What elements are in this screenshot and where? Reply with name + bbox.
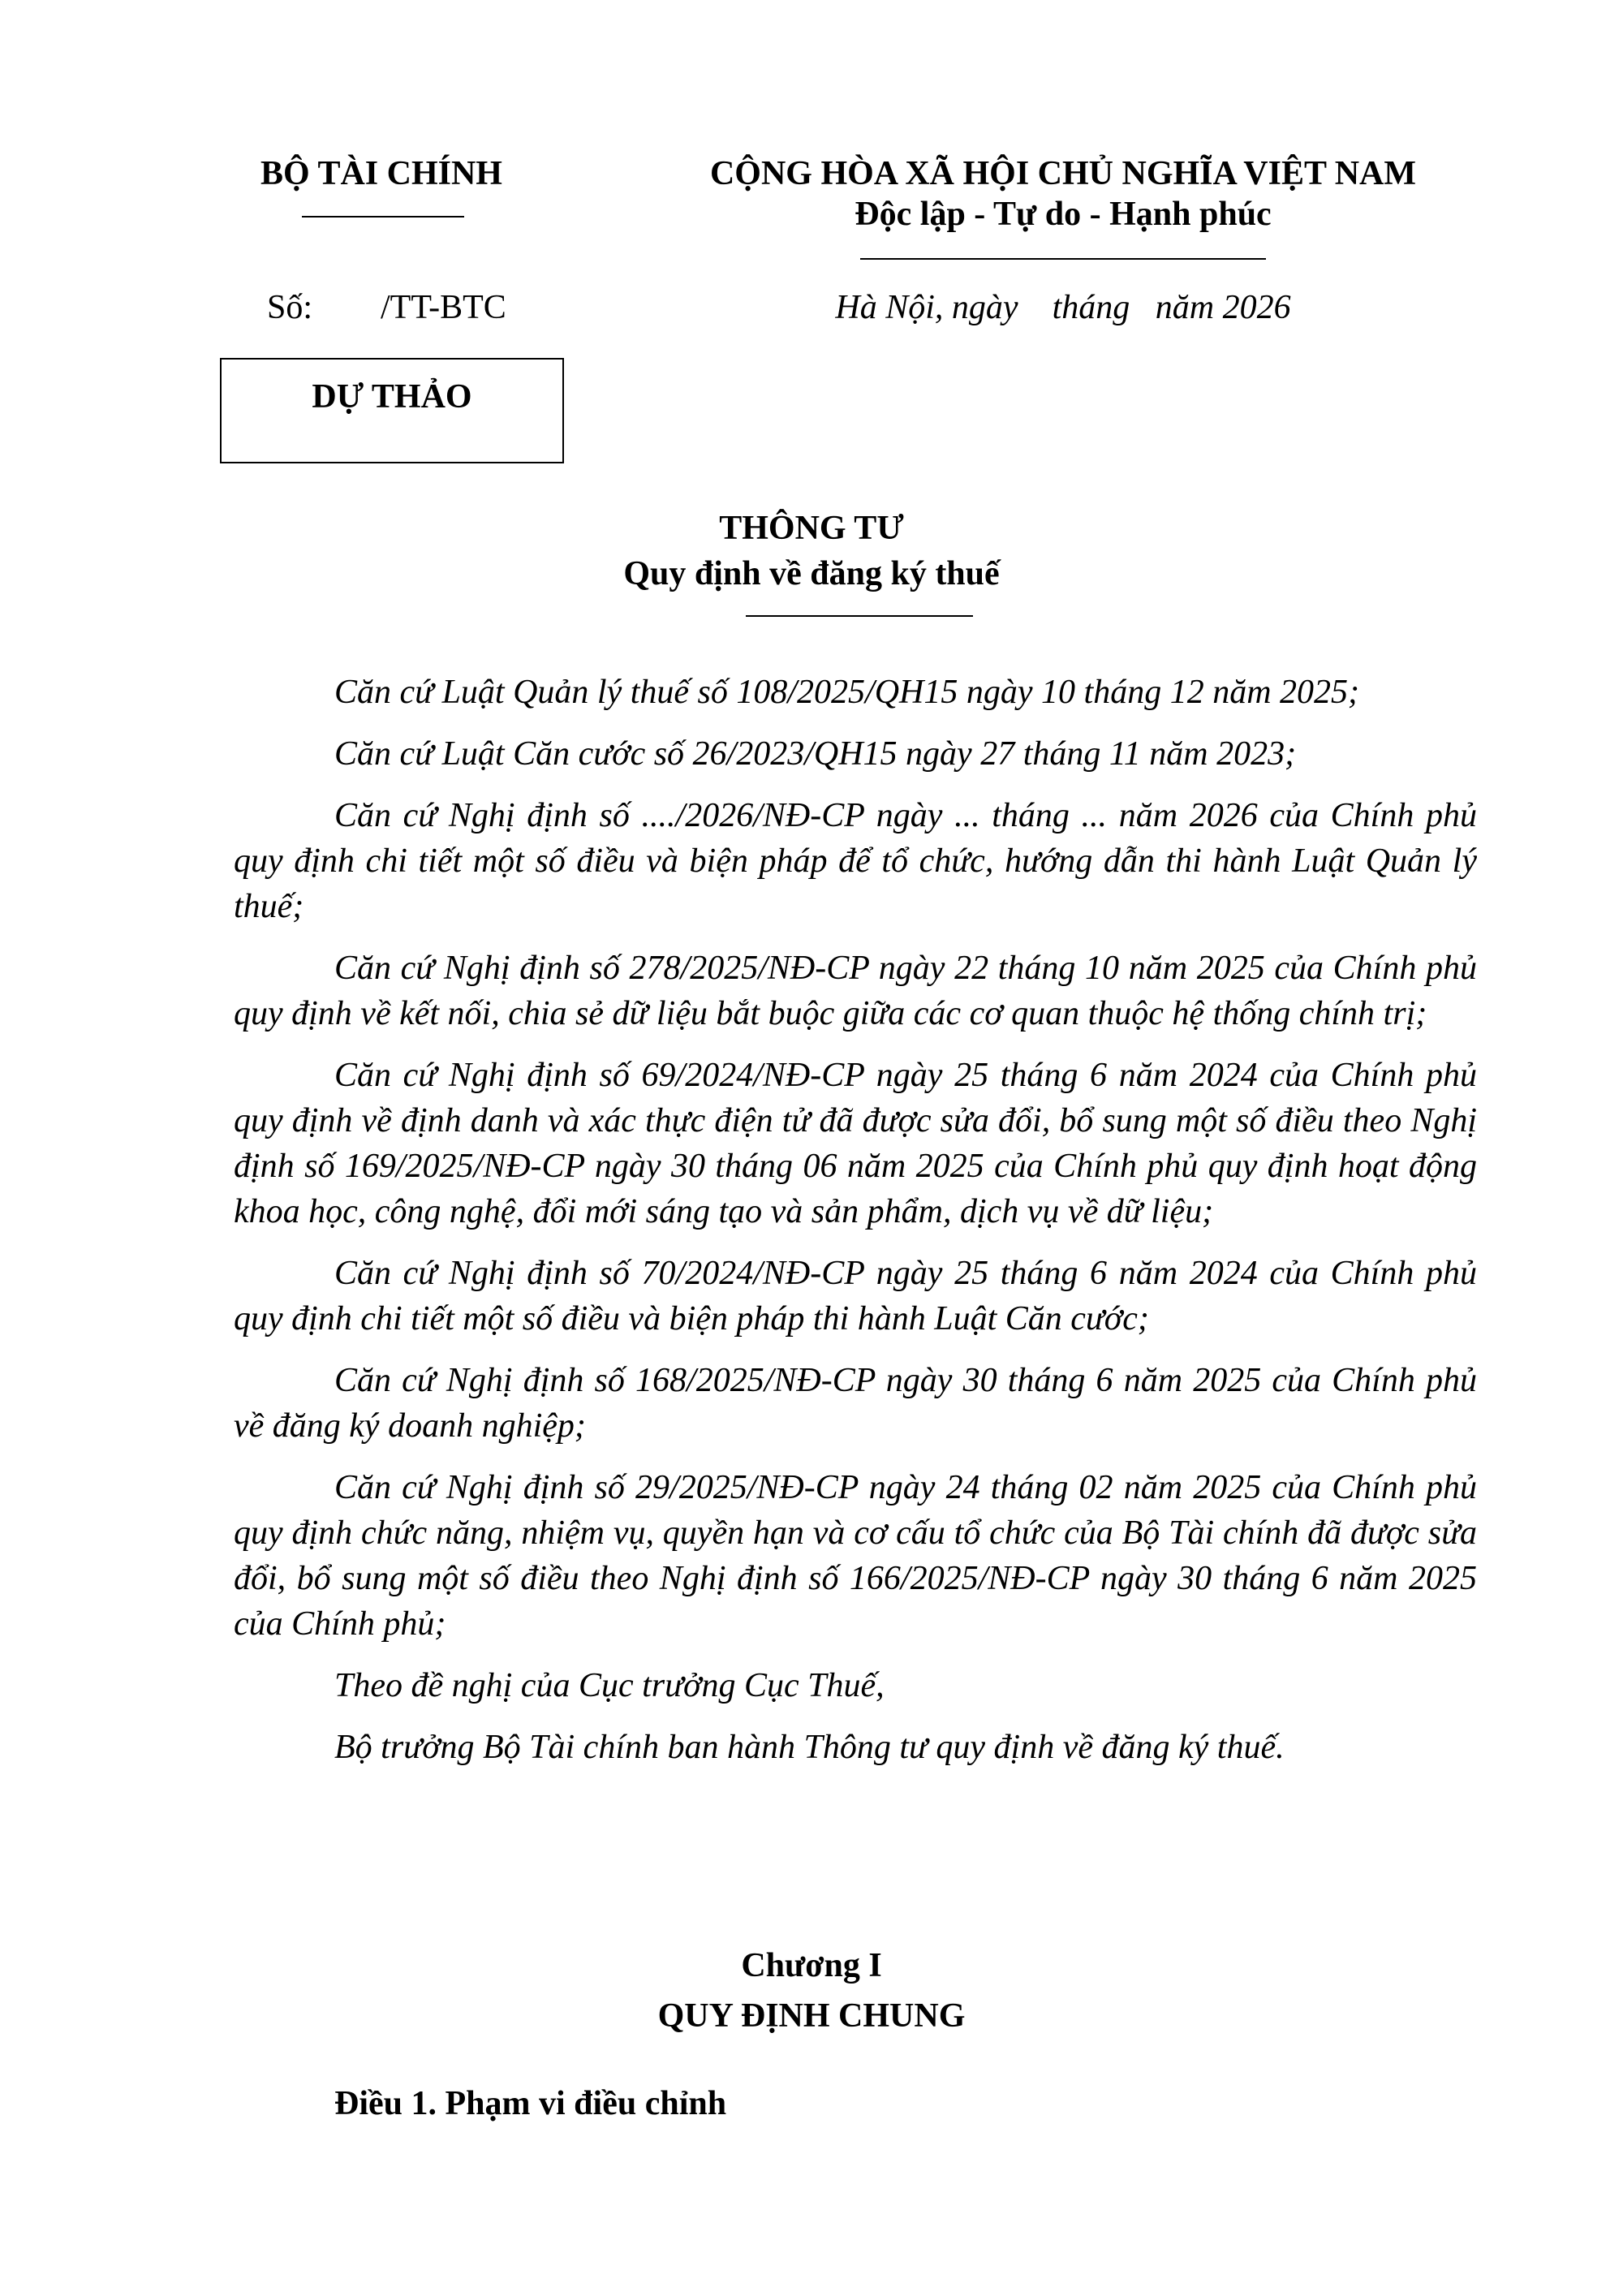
place-and-date: Hà Nội, ngày tháng năm 2026 [835, 289, 1291, 326]
basis-paragraph: Căn cứ Luật Căn cước số 26/2023/QH15 ngày 27 tháng 11 năm 2023; [334, 735, 1297, 773]
national-motto: Độc lập - Tự do - Hạnh phúc [855, 196, 1272, 233]
draft-stamp-box [220, 358, 564, 463]
basis-paragraph: Căn cứ Luật Quản lý thuế số 108/2025/QH15 ngày 10 tháng 12 năm 2025; [334, 674, 1360, 711]
legal-basis [234, 670, 1477, 1786]
motto-underline [860, 258, 1266, 260]
article-heading: Điều 1. Phạm vi điều chỉnh [334, 2085, 727, 2122]
issuing-organization: BỘ TÀI CHÍNH [260, 155, 502, 192]
document-number [267, 288, 506, 327]
nation-name: CỘNG HÒA XÃ HỘI CHỦ NGHĨA VIỆT NAM [709, 155, 1417, 192]
document-type: THÔNG TƯ [719, 510, 904, 547]
document-subject: Quy định về đăng ký thuế [623, 555, 1000, 592]
chapter-title: QUY ĐỊNH CHUNG [657, 1997, 966, 2035]
basis-paragraph: Căn cứ Nghị định số 70/2024/NĐ-CP ngày 25 tháng 6 năm 2024 của Chính phủ quy định chi tiết một số điều và biện pháp thi hành Luật Căn cước; [234, 1255, 1477, 1338]
chapter-number: Chương I [741, 1947, 882, 1984]
document-number-suffix: /TT-BTC [381, 289, 506, 326]
basis-paragraph: Căn cứ Nghị định số 29/2025/NĐ-CP ngày 24 tháng 02 năm 2025 của Chính phủ quy định chức năng, nhiệm vụ, quyền hạn và cơ cấu tổ chức của Bộ Tài chính đã được sửa đổi, bổ sung một số điều theo Nghị định số 166/2025/NĐ-CP ngày 30 tháng 6 năm 2025 của Chính phủ; [234, 1469, 1477, 1643]
basis-paragraph: Bộ trưởng Bộ Tài chính ban hành Thông tư quy định về đăng ký thuế. [334, 1729, 1285, 1766]
basis-paragraph: Theo đề nghị của Cục trưởng Cục Thuế, [334, 1667, 885, 1704]
basis-paragraph: Căn cứ Nghị định số 168/2025/NĐ-CP ngày 30 tháng 6 năm 2025 của Chính phủ về đăng ký doanh nghiệp; [234, 1362, 1477, 1445]
basis-paragraph: Căn cứ Nghị định số 278/2025/NĐ-CP ngày 22 tháng 10 năm 2025 của Chính phủ quy định về kết nối, chia sẻ dữ liệu bắt buộc giữa các cơ quan thuộc hệ thống chính trị; [234, 950, 1477, 1032]
basis-paragraph: Căn cứ Nghị định số 69/2024/NĐ-CP ngày 25 tháng 6 năm 2024 của Chính phủ quy định về định danh và xác thực điện tử đã được sửa đổi, bổ sung một số điều theo Nghị định số 169/2025/NĐ-CP ngày 30 tháng 06 năm 2025 của Chính phủ quy định hoạt động khoa học, công nghệ, đổi mới sáng tạo và sản phẩm, dịch vụ về dữ liệu; [234, 1057, 1477, 1230]
basis-paragraph: Căn cứ Nghị định số ..../2026/NĐ-CP ngày ... tháng ... năm 2026 của Chính phủ quy định chi tiết một số điều và biện pháp để tổ chức, hướng dẫn thi hành Luật Quản lý thuế; [234, 797, 1477, 925]
draft-label: DỰ THẢO [312, 378, 472, 416]
title-underline [746, 615, 973, 617]
organization-underline [302, 216, 464, 218]
document-number-prefix: Số: [267, 289, 313, 326]
